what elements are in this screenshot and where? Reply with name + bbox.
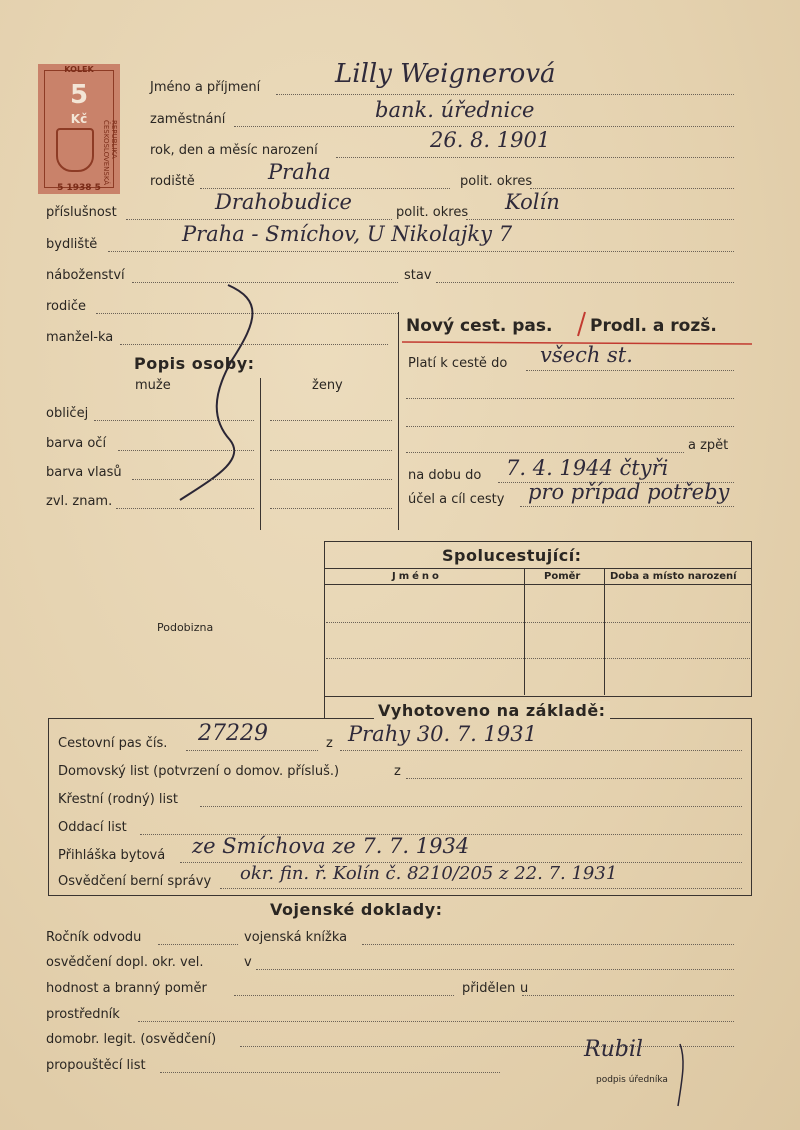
birthplace-value: Praha (268, 160, 331, 184)
male-column-label: muže (135, 378, 171, 393)
female-column-label: ženy (312, 378, 343, 393)
supplementary-in-label: v (244, 955, 252, 970)
citizenship-value: Drahobudice (215, 190, 352, 214)
religion-label: náboženství (46, 268, 125, 283)
residence-label: bydliště (46, 237, 98, 252)
passport-from-value: Prahy 30. 7. 1931 (348, 722, 537, 746)
issued-basis-title: Vyhotoveno na základě: (374, 701, 610, 720)
new-passport-label: Nový cest. pas. (406, 316, 553, 336)
popis-row-1: obličej (46, 406, 89, 421)
domicile-label: Domovský list (potvrzení o domov. přísluš.) (58, 764, 340, 779)
assigned-label: přidělen (462, 981, 516, 996)
valid-to-value: všech st. (540, 343, 633, 367)
stamp-side-text: REPUBLIKA ČESKOSLOVENSKÁ (102, 120, 118, 186)
official-signature: Rubil (584, 1037, 643, 1062)
residence-registration-value: ze Smíchova ze 7. 7. 1934 (192, 834, 470, 858)
assigned-unit-label: u (520, 981, 529, 996)
stamp-top-text: KOLEK (64, 65, 94, 74)
marriage-cert-label: Oddací list (58, 820, 127, 835)
rank-label: hodnost a branný poměr (46, 981, 207, 996)
companions-col-birth: Doba a místo narození (610, 571, 737, 582)
extension-label: Prodl. a rozš. (590, 316, 717, 336)
parents-label: rodiče (46, 299, 87, 314)
birthdate-label: rok, den a měsíc narození (150, 143, 318, 158)
name-label: Jméno a příjmení (150, 80, 261, 95)
district-label-2: polit. okres (396, 205, 469, 220)
passport-number-label: Cestovní pas čís. (58, 736, 168, 751)
companions-col-relation: Poměr (544, 571, 581, 582)
duration-label: na dobu do (408, 468, 482, 483)
occupation-value: bank. úřednice (375, 98, 535, 122)
purpose-value: pro případ potřeby (528, 480, 730, 504)
popis-row-4: zvl. znam. (46, 494, 113, 509)
birthdate-value: 26. 8. 1901 (430, 128, 551, 152)
supplementary-cert-label: osvědčení dopl. okr. vel. (46, 955, 204, 970)
intermediary-label: prostředník (46, 1007, 120, 1022)
military-docs-title: Vojenské doklady: (270, 900, 443, 919)
birth-cert-label: Křestní (rodný) list (58, 792, 179, 807)
discharge-label: propouštěcí list (46, 1058, 146, 1073)
duration-value: 7. 4. 1944 čtyři (506, 456, 669, 480)
residence-value: Praha - Smíchov, U Nikolajky 7 (182, 222, 513, 246)
draft-year-label: Ročník odvodu (46, 930, 142, 945)
passport-number-value: 27229 (198, 721, 268, 746)
domobrana-label: domobr. legit. (osvědčení) (46, 1032, 217, 1047)
birthplace-label: rodiště (150, 174, 195, 189)
spouse-label: manžel-ka (46, 330, 114, 345)
popis-row-2: barva očí (46, 436, 107, 451)
and-back-label: a zpět (688, 438, 729, 453)
residence-registration-label: Přihláška bytová (58, 848, 166, 863)
companions-col-name: Jméno (392, 571, 442, 582)
military-book-label: vojenská knížka (244, 930, 348, 945)
citizenship-label: příslušnost (46, 205, 117, 220)
status-label: stav (404, 268, 432, 283)
domicile-from-label: z (394, 764, 401, 779)
occupation-label: zaměstnání (150, 112, 226, 127)
tax-cert-value: okr. fin. ř. Kolín č. 8210/205 z 22. 7. 1931 (240, 863, 618, 884)
person-description-title: Popis osoby: (134, 354, 255, 373)
stamp-value: 5 (69, 80, 89, 110)
companions-title: Spolucestující: (442, 546, 582, 565)
district-label-1: polit. okres (460, 174, 533, 189)
passport-from-label: z (326, 736, 333, 751)
tax-cert-label: Osvědčení berní správy (58, 874, 212, 889)
stamp-unit: Kč (70, 112, 88, 126)
district-value-2: Kolín (505, 190, 560, 214)
portrait-label: Podobizna (157, 621, 214, 634)
popis-row-3: barva vlasů (46, 465, 122, 480)
valid-to-label: Platí k cestě do (408, 356, 508, 371)
stamp-series: 5 1938 5 (57, 183, 101, 193)
name-value: Lilly Weignerová (335, 59, 556, 89)
purpose-label: účel a cíl cesty (408, 492, 505, 507)
signature-caption: podpis úředníka (596, 1075, 668, 1085)
